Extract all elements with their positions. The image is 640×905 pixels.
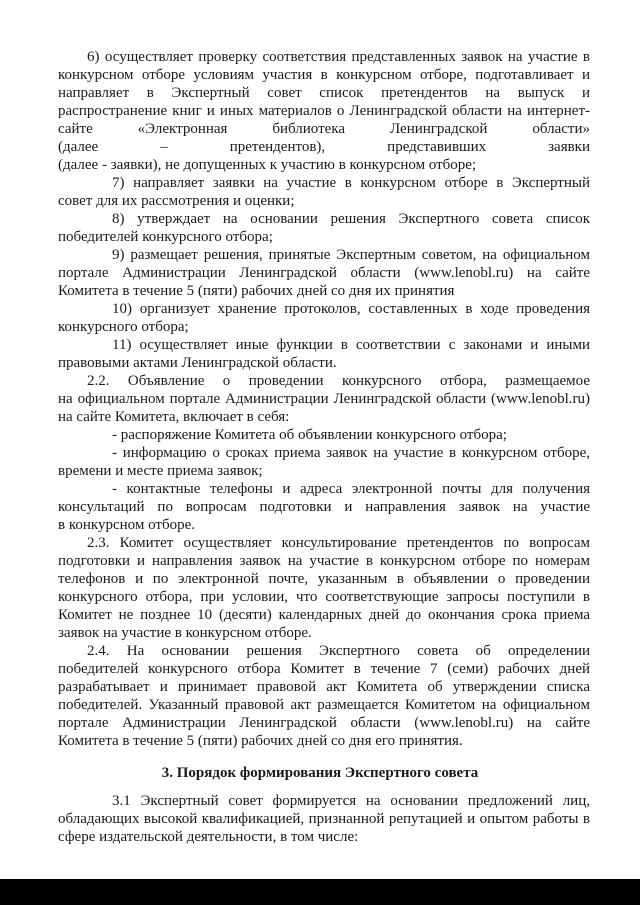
text-line: на сайте Комитета, включает в себя:: [58, 409, 290, 425]
text-line: подготовки и направления заявок на участие в конкурсном отборе по номерам: [58, 553, 590, 569]
text-line: Комитета в течение 5 (пяти) рабочих дней со дня его принятия.: [58, 733, 463, 749]
section-heading: 3. Порядок формирования Экспертного совета: [161, 765, 479, 781]
text-line: 10) организует хранение протоколов, составленных в ходе проведения: [112, 301, 590, 317]
text-line: 2.3. Комитет осуществляет консультирование претендентов по вопросам: [87, 535, 590, 551]
text-line: 6) осуществляет проверку соответствия представленных заявок на участие в: [87, 49, 590, 65]
text-line: портале Администрации Ленинградской области (www.lenobl.ru) на сайте: [58, 715, 590, 731]
text-line: сфере издательской деятельности, в том числе:: [58, 829, 359, 845]
text-line: (далее – претендентов), представивших заявки: [58, 139, 590, 155]
text-line: (далее - заявки), не допущенных к участию в конкурсном отборе;: [58, 157, 477, 173]
scan-border-bar: [0, 879, 640, 905]
text-line: 3.1 Экспертный совет формируется на основании предложений лиц,: [112, 793, 590, 809]
text-line: конкурсного отбора;: [58, 319, 189, 335]
text-line: 2.4. На основании решения Экспертного совета об определении: [87, 643, 590, 659]
text-line: консультаций по вопросам подготовки и направления заявок на участие: [58, 499, 590, 515]
text-line: 9) размещает решения, принятые Экспертным советом, на официальном: [112, 247, 590, 263]
text-line: правовыми актами Ленинградской области.: [58, 355, 337, 371]
text-line: Комитета в течение 5 (пяти) рабочих дней со дня их принятия: [58, 283, 455, 299]
text-line: 8) утверждает на основании решения Экспертного совета список: [112, 211, 590, 227]
text-line: распространение книг и иных материалов о Ленинградской области на интернет-: [58, 103, 590, 119]
text-line: - распоряжение Комитета об объявлении конкурсного отбора;: [112, 427, 507, 443]
text-line: направляет в Экспертный совет список претендентов на выпуск и: [58, 85, 590, 101]
text-line: на официальном портале Администрации Ленинградской области (www.lenobl.ru): [58, 391, 590, 407]
text-line: конкурсного отбора, при условии, что соответствующие запросы поступили в: [58, 589, 590, 605]
text-line: в конкурсном отборе.: [58, 517, 195, 533]
text-line: разрабатывает и принимает правовой акт Комитета об утверждении списка: [58, 679, 590, 695]
text-line: 11) осуществляет иные функции в соответствии с законами и иными: [112, 337, 590, 353]
text-line: Комитет не позднее 10 (десяти) календарных дней до окончания срока приема: [58, 607, 590, 623]
text-line: портале Администрации Ленинградской области (www.lenobl.ru) на сайте: [58, 265, 590, 281]
text-line: сайте «Электронная библиотека Ленинградской области»: [58, 121, 590, 137]
text-line: времени и месте приема заявок;: [58, 463, 263, 479]
text-line: победителей. Указанный правовой акт размещается Комитетом на официальном: [58, 697, 590, 713]
text-line: совет для их рассмотрения и оценки;: [58, 193, 295, 209]
text-line: - контактные телефоны и адреса электронной почты для получения: [112, 481, 590, 497]
text-line: заявок на участие в конкурсном отборе.: [58, 625, 312, 641]
text-line: 7) направляет заявки на участие в конкурсном отборе в Экспертный: [112, 175, 590, 191]
text-line: победителей конкурсного отбора Комитет в течение 7 (семи) рабочих дней: [58, 661, 590, 677]
text-line: телефонов и по электронной почте, указанным в объявлении о проведении: [58, 571, 590, 587]
text-line: победителей конкурсного отбора;: [58, 229, 273, 245]
text-line: 2.2. Объявление о проведении конкурсного отбора, размещаемое: [87, 373, 590, 389]
text-line: конкурсном отборе условиям участия в конкурсном отборе, подготавливает и: [58, 67, 590, 83]
text-line: - информацию о сроках приема заявок на участие в конкурсном отборе,: [112, 445, 590, 461]
text-line: обладающих высокой квалификацией, признанной репутацией и опытом работы в: [58, 811, 590, 827]
